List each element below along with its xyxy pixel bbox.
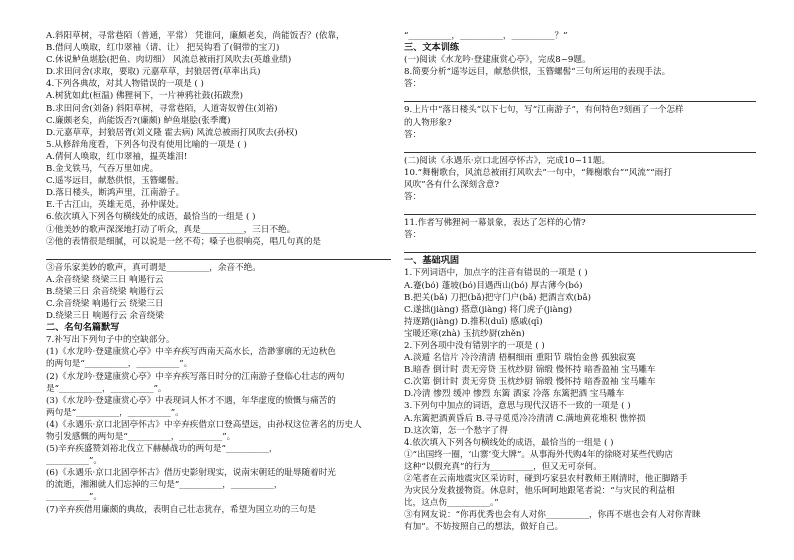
left_column-line: 的流逝，湘湘就人们忘掉的三句是“__________，__________， [46, 480, 283, 491]
right_column-line: B.暗香 倒计时 责无旁贷 玉枕纱厨 锦缎 慢怀持 暗香盈袖 宝马雕车 [404, 365, 656, 376]
right_column-line: ②笔者在云南地震灾区采访时，碰到巧家县农村教师王刚清时，他正脚踏手 [404, 474, 688, 484]
right_column-line: 答： [404, 192, 422, 203]
left_column-line: ②他的表情很是细腻，可以说是一丝不苟；嗓子也很响亮，唱几句真的是 [46, 236, 322, 247]
right_column-line: 风吹”各有什么深刻含意? [404, 179, 499, 190]
right_column-line [404, 241, 756, 253]
left_column-line: A.树犹如此(桓温) 佛狸祠下，一片神鸦社鼓(拓跋焘) [46, 91, 243, 102]
right_column-line: C.次第 倒计时 责无旁贷 玉枕纱厨 锦缎 慢怀持 暗香盈袖 宝马雕车 [404, 377, 656, 388]
left_column-line: B.求田问舍(刘备) 斜阳草树，寻常巷陌，人道寄奴曾住(刘裕) [46, 103, 278, 114]
left_column-line: 二、名句名篇默写 [46, 322, 120, 334]
right_column-line: A.东篱把酒黄昏后 B.寻寻觅觅冷冷清清 C.满地黄花堆积 憔悴损 [404, 413, 646, 424]
left_column-line: (7)辛弃疾借用廉颇的典故，表明自己壮志犹存，希望为国立功的三句是 [46, 504, 316, 515]
right_column-line: 为灾民分发救援物资。休息时，他乐呵呵地跟笔者说：“与灾民的利益相 [404, 486, 675, 497]
left_column-line [46, 248, 391, 260]
left_column-line: B.金戈铁马，气吞万里如虎。 [46, 164, 159, 175]
left_column-line: (4)《永遇乐·京口北固亭怀古》中辛弃疾借京口登高望远，由孙权这位著名的历史人 [46, 419, 362, 430]
right_column-line: “__________，__________，__________？” [404, 31, 568, 41]
left_column-line: E.千古江山，英雄无觅，孙仲谋处。 [46, 200, 184, 211]
right_column-line: 的人物形象? [404, 117, 452, 128]
right_column-line: 4.依次填入下列各句横线处的成语，最恰当的一组是 ( ) [404, 437, 614, 448]
left-column [46, 30, 391, 516]
left_column-line: D.落日楼头，断鸿声里，江南游子。 [46, 188, 185, 199]
right_column-line: ①“出国终一圈，‘山寨’变大牌”。从事海外代购4年的徐晓对某些代购店 [404, 449, 673, 460]
right_column-line [404, 90, 756, 102]
right_column-line: A.蹇(bó) 蓬坡(bó)目遇西山(bó) 厚古薄今(bó) [404, 280, 583, 291]
left_column-line: (1)《水龙吟·登建康赏心亭》中辛弃疾写西南天高水长，浩渺寥廓的无边秋色 [46, 347, 336, 358]
left_column-line: 是“__________，__________”。 [46, 383, 167, 394]
right_column-line [404, 141, 756, 153]
right_column-line: B.把关(bǎ) 刀把(bǎ)把守门户(bǎ) 把酒言欢(bǎ) [404, 292, 591, 303]
right_column-line: (二)阅读《永遇乐·京口北固亭怀古》，完成10~11题。 [404, 155, 611, 166]
right_column-line: ③有网友说：“你再优秀也会有人对你__________，你再不堪也会有人对你青睐 [404, 510, 701, 521]
left_column-line: D.求田问舍(求取，要取) 元嘉草草，封狼居胥(草率出兵) [46, 67, 261, 78]
left_column-line: __________”。 [46, 456, 102, 467]
right_column-line: 11.作者写佛狸祠一幕景象，表达了怎样的心情? [404, 218, 586, 229]
right_column-line: 三、文本训练 [404, 42, 460, 54]
left_column-line: ①他美妙的歌声深深地打动了听众，真是__________，三日不绝。 [46, 224, 296, 235]
left_column-line: 7.补写出下列句子中的空缺部分。 [46, 335, 175, 346]
left_column-line: C.遥岑远目，献愁供恨，玉簪螺髻。 [46, 176, 184, 187]
left_column-line: __________”。 [46, 492, 102, 503]
left_column-line: D.绕梁三日 响遏行云 余音绕梁 [46, 311, 164, 322]
right_column-line: 答： [404, 230, 422, 241]
right_column-line: 一、基础巩固 [404, 255, 460, 267]
right_column-line: 10.“舞榭歌台，风流总被雨打风吹去”一句中，“舞榭歌台”“风流”“雨打 [404, 167, 672, 178]
right_column-line: 这种“以假充真”的行为__________，但又无可奈何。 [404, 461, 602, 472]
left_column-line: C.休说鲈鱼堪脍(把鱼、肉切细） 风流总被雨打风吹去(英雄业绩) [46, 55, 292, 66]
left_column-line: C.余音绕梁 响遏行云 绕梁三日 [46, 298, 164, 309]
left_column-line: 5.从修辞角度看，下列各句没有使用比喻的一项是 ( ) [46, 139, 247, 150]
left_column-line: (6)《永遇乐·京口北固亭怀古》借历史影射现实，说南宋朝廷的耻辱随着时光 [46, 468, 336, 479]
left_column-line: 6.依次填入下列各句横线处的成语，最恰当的一组是 ( ) [46, 212, 256, 223]
right_column-line: C.遂拙(jiàng) 搭意(jiàng) 将门虎子(jiàng) [404, 304, 573, 315]
right_column-line: 宝暖还寒(zhà) 玉抗纱厨(zhěn) [404, 328, 525, 339]
left_column-line: (5)辛弃疾盛赞刘裕北伐立下赫赫战功的两句是“__________， [46, 444, 278, 455]
right_column-line: 有加”。不妨按照自己的想法，做好自己。 [404, 522, 564, 533]
right-column [404, 30, 756, 533]
left_column-line: A.余音绕梁 绕梁三日 响遏行云 [46, 274, 164, 285]
right_column-line [404, 203, 756, 215]
left_column-line: ③音乐家美妙的歌声，真可谓是__________，余音不绝。 [46, 262, 261, 273]
right_column-line: 比，这点伤__________。” [404, 498, 499, 509]
left_column-line: A.倩何人唤取，红巾翠袖，揾英雄泪! [46, 151, 188, 162]
right_column-line: A.淡遁 名信片 冷泠清清 梧桐细雨 重阳节 瑞怡金兽 孤独寂寞 [404, 353, 636, 364]
right_column-line: 2.下列各项中没有错别字的一项是 ( ) [404, 340, 545, 351]
right_column-line: (一)阅读《水龙吟·登建康赏心亭》，完成8~9题。 [404, 55, 591, 66]
left_column-line: (3)《水龙吟·登建康赏心亭》中表现词人怀才不遇，年华虚度的愤慨与痛苦的 [46, 395, 336, 406]
left_column-line: B.绕梁三日 余音绕梁 响遏行云 [46, 286, 164, 297]
left_column-line: C.廉颇老矣，尚能饭否?(廉颇) 鲈鱼堪脍(张季鹰) [46, 115, 231, 126]
right_column-line: 持逐踏(jiàng) D.推积(duī) 感戚(qī) [404, 316, 543, 327]
right_column-line: D.冷清 惨烈 缓冲 惨烈 东篱 酒家 冷落 东篱把酒 宝马雕车 [404, 389, 625, 400]
left_column-line: 物引发感慨的两句是“__________，__________”。 [46, 432, 236, 442]
left_column-line: A.斜阳草树，寻常巷陌（普通，平常） 凭谁问，廉颇老矣，尚能饭否？(依靠， [46, 31, 345, 41]
right_column-line: 9.上片中“落日楼头”以下七句，写“江南游子”，有何特色?刻画了一个怎样 [404, 105, 684, 116]
left_column-line: B.借问人唤取，红巾翠袖（请、让） 把吴钩看了(铜带的宝刀) [46, 43, 280, 54]
left_column-line: (2)《水龙吟·登建康赏心亭》中辛弃疾写落日时分的江南游子登临心壮志的两句 [46, 371, 345, 382]
right_column-line: 8.简要分析“遥岑远目，献愁供恨，玉簪螺髻”三句所运用的表现手法。 [404, 67, 671, 78]
left_column-line: 两句是“__________，__________”。 [46, 407, 184, 418]
right_column-line: 1.下列词语中，加点字的注音有错误的一项是 ( ) [404, 268, 588, 279]
right_column-line: D.这次第，怎一个愁字了得 [404, 425, 508, 436]
left_column-line: 4.下列各典故，对其人物错误的一项是 ( ) [46, 79, 204, 90]
right_column-line: 3.下列句中加点的词语，意思与现代汉语不一致的一项是 ( ) [404, 401, 631, 412]
left_column-line: D.元嘉草草，封狼居胥(刘义隆 霍去病) 风流总被雨打风吹去(孙权) [46, 127, 298, 138]
right_column-line: 答： [404, 129, 422, 140]
left_column-line: 的两句是“__________，__________”。 [46, 359, 193, 370]
right_column-line: 答： [404, 79, 422, 90]
